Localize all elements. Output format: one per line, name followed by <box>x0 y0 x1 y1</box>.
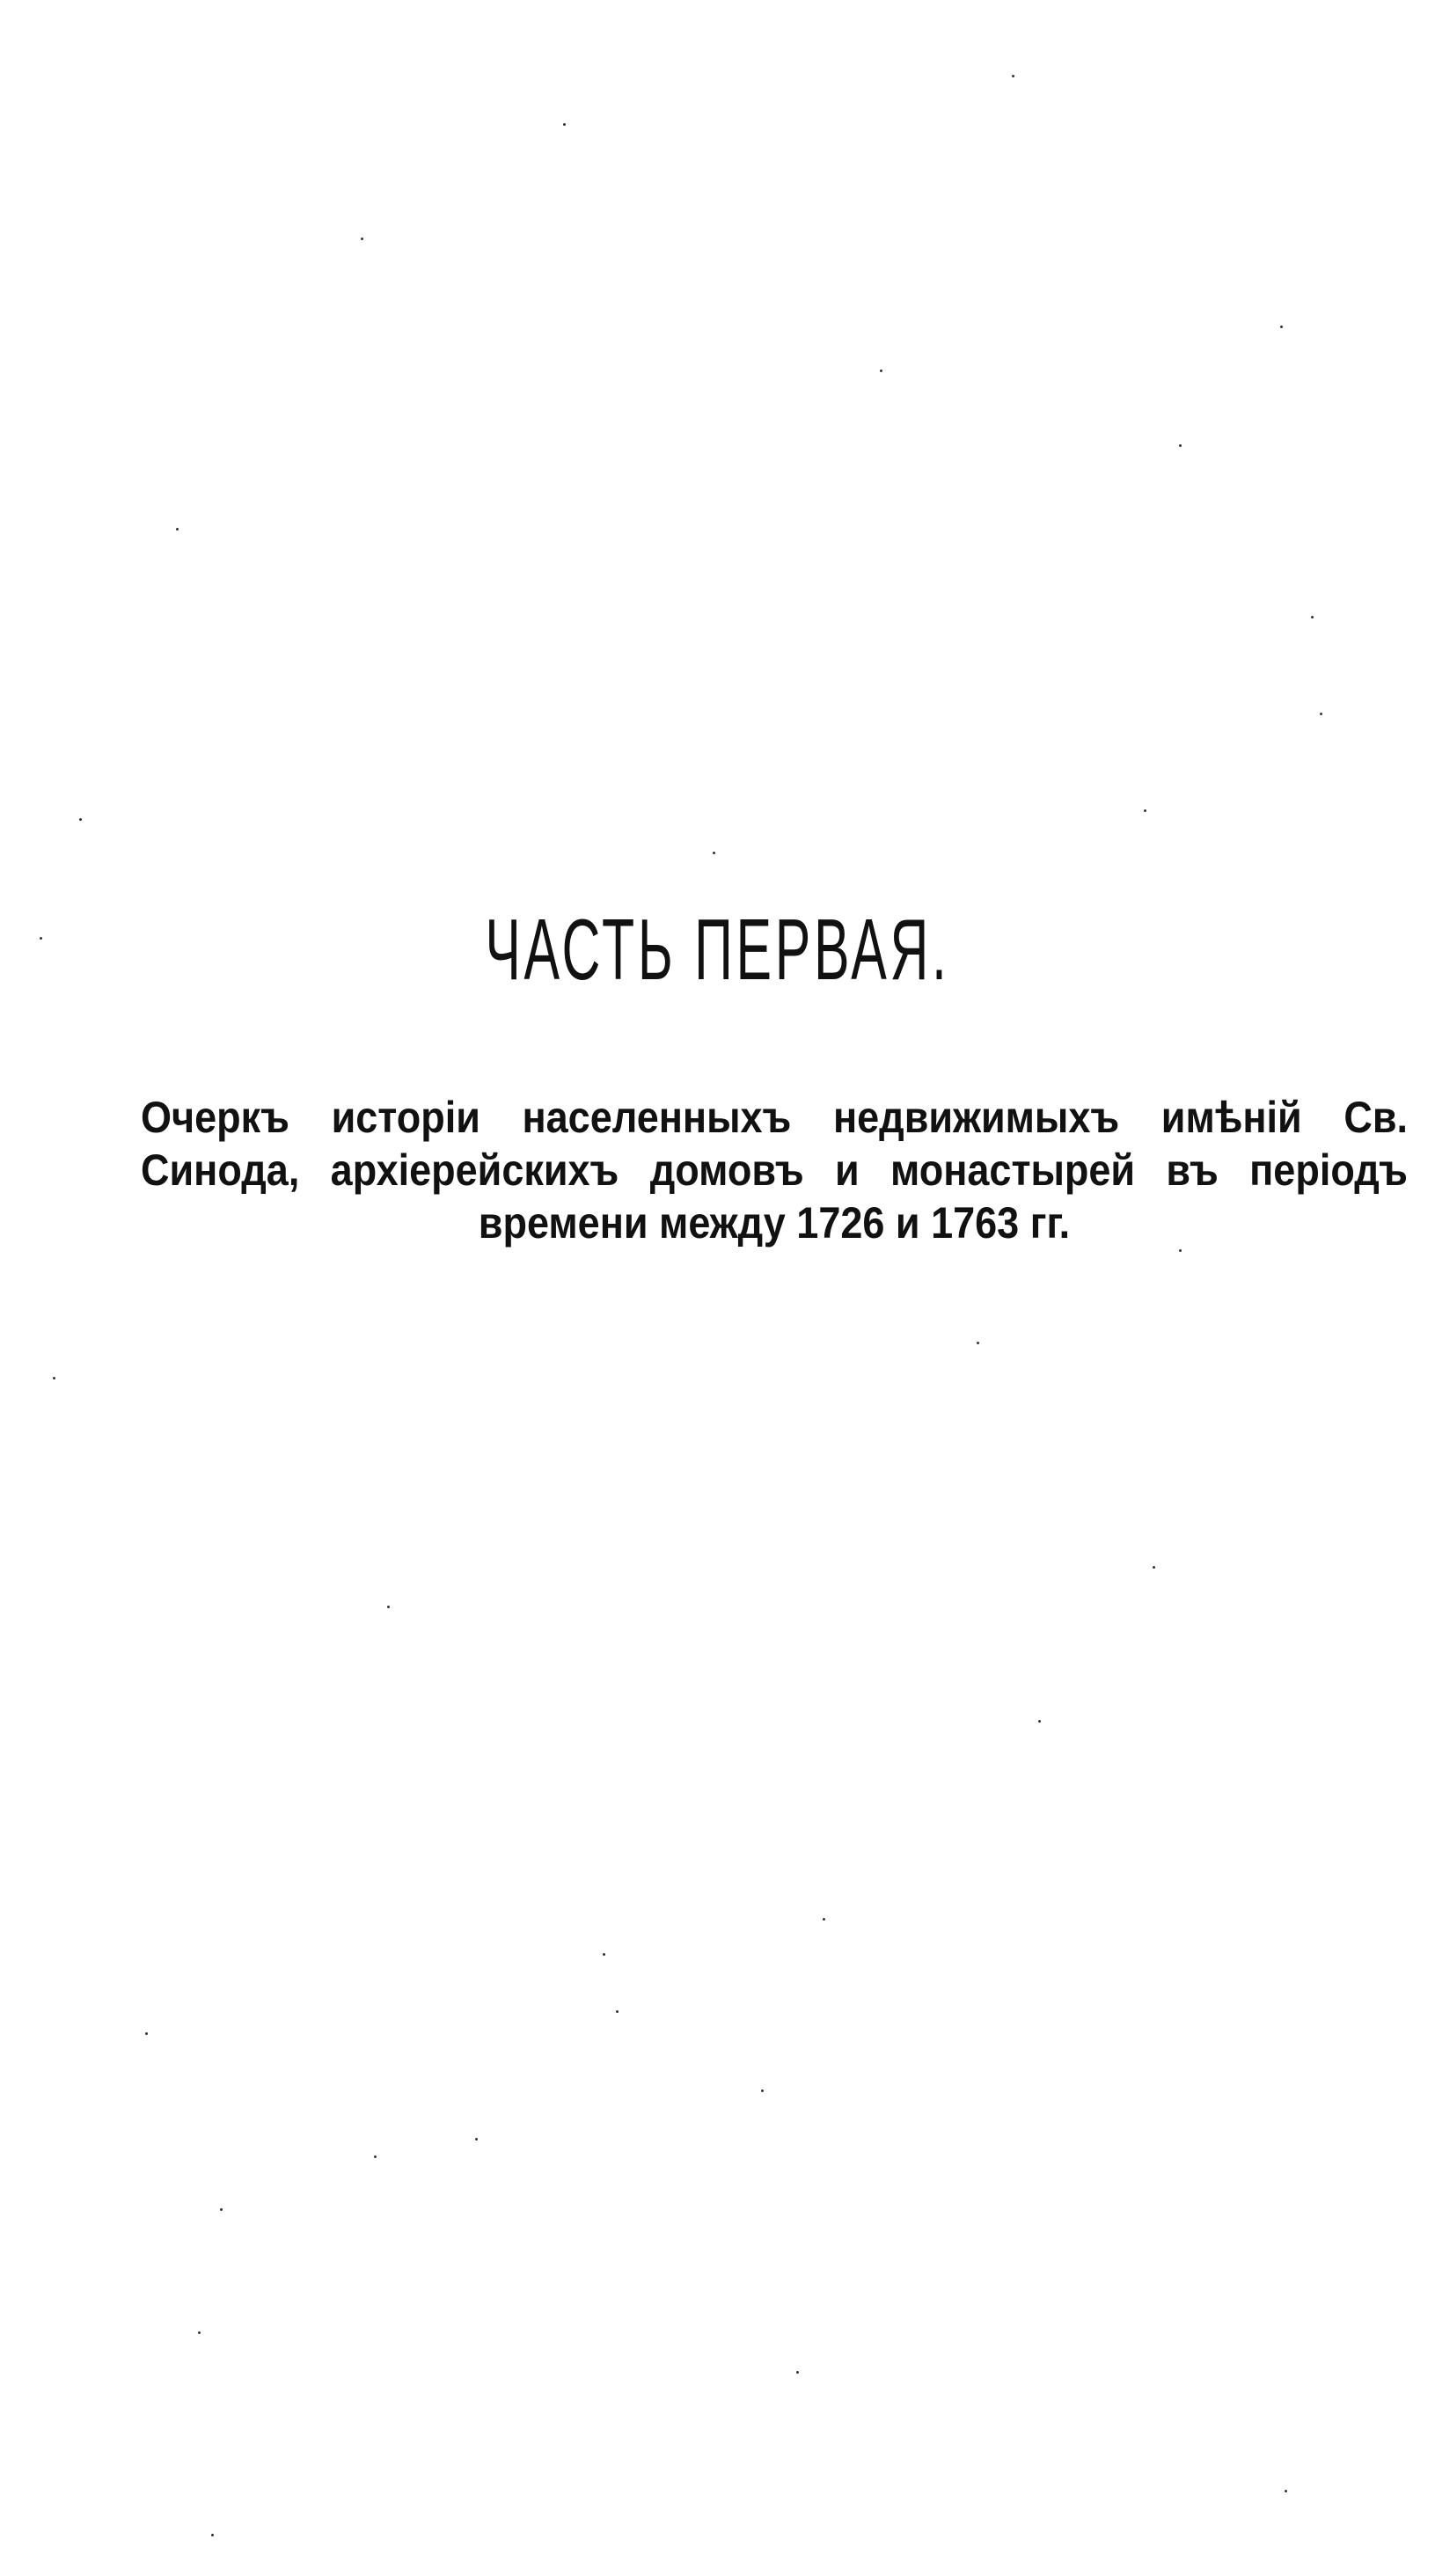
print-speck <box>374 2155 377 2158</box>
section-subtitle <box>141 1095 1408 1254</box>
subtitle-line-3: времени между 1726 и 1763 гг. <box>478 1201 1071 1248</box>
print-speck <box>361 238 363 240</box>
print-speck <box>1012 75 1014 77</box>
print-speck <box>40 937 42 940</box>
print-speck <box>79 818 82 821</box>
print-speck <box>1311 616 1314 618</box>
print-speck <box>1320 713 1322 715</box>
print-speck <box>1179 1249 1182 1252</box>
print-speck <box>977 1342 979 1344</box>
print-speck <box>1153 1566 1155 1569</box>
print-speck <box>211 2534 214 2536</box>
print-speck <box>145 2032 148 2035</box>
print-speck <box>880 370 882 372</box>
part-heading: ЧАСТЬ ПЕРВАЯ. <box>485 901 950 998</box>
print-speck <box>823 1918 825 1921</box>
print-speck <box>761 2089 764 2092</box>
print-speck <box>603 1953 605 1956</box>
print-speck <box>713 852 715 854</box>
print-speck <box>616 2010 619 2013</box>
print-speck <box>563 123 566 126</box>
print-speck <box>198 2331 201 2334</box>
subtitle-line-2: Синода, архіерейскихъ домовъ и монастырей въ періодъ <box>141 1148 1408 1195</box>
print-speck <box>220 2208 223 2211</box>
print-speck <box>1144 809 1146 812</box>
subtitle-line-1: Очеркъ исторіи населенныхъ недвижимыхъ имѣній Св. <box>141 1095 1408 1142</box>
print-speck <box>1179 444 1182 447</box>
print-speck <box>1280 326 1283 328</box>
print-speck <box>387 1606 390 1608</box>
print-speck <box>53 1377 55 1379</box>
print-speck <box>475 2138 478 2141</box>
print-speck <box>796 2371 799 2374</box>
print-speck <box>176 528 179 531</box>
print-speck <box>1285 2490 1287 2492</box>
print-speck <box>1038 1720 1041 1723</box>
